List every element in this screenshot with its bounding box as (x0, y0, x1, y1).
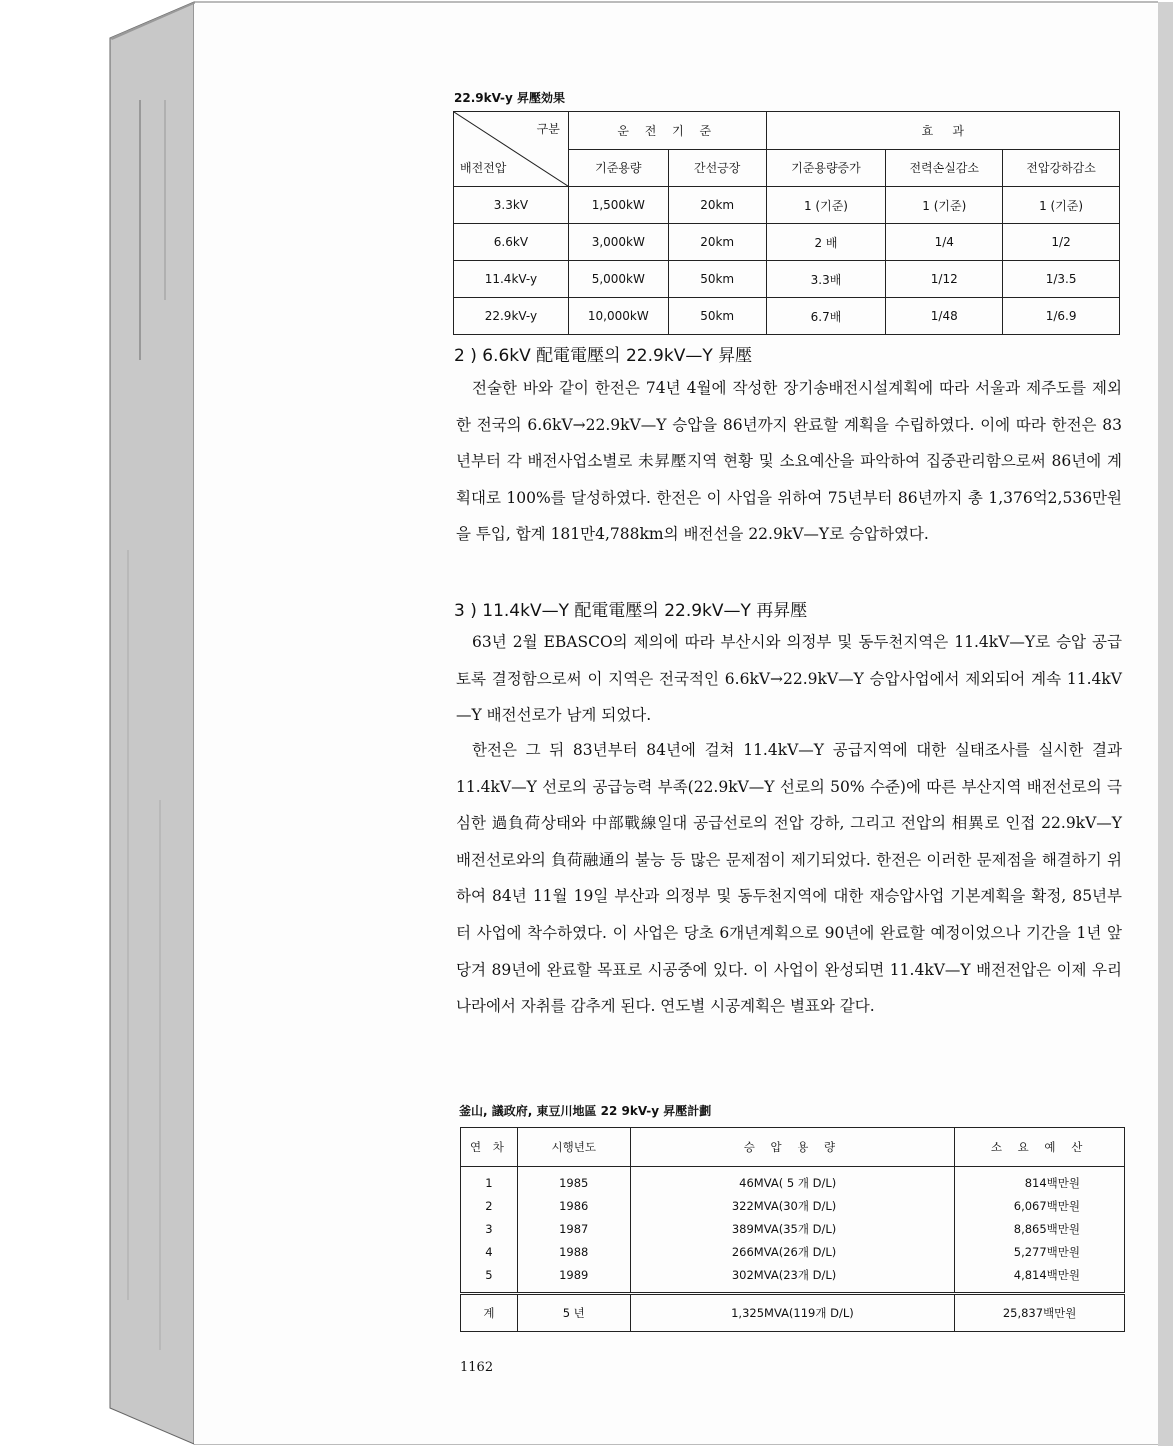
cell: 1 (461, 1167, 518, 1195)
table-row (454, 261, 1120, 298)
col-header: 연 차 (461, 1128, 518, 1167)
col-header: 기준용량증가 (766, 149, 886, 187)
section3-paragraph-2: 한전은 그 뒤 83년부터 84년에 걸쳐 11.4kV—Y 공급지역에 대한 실태조사를 실시한 결과 11.4kV—Y 선로의 공급능력 부족(22.9kV—Y 선로의 50% 수준)에 따른 부산지역 배전선로의 극심한 過負荷상태와 中部戰線일대 공급선로의 전압 강하, 그리고 전압의 相異로 인접 22.9kV—Y 배전선로와의 負荷融通의 불능 등 많은 문제점이 제기되었다. 한전은 이러한 문제점을 해결하기 위하여 84년 11월 19일 부산과 의정부 및 동두천지역에 대한 재승압사업 기본계획을 확정, 85년부터 사업에 착수하였다. 이 사업은 당초 6개년계획으로 90년에 완료할 예정이었으나 기간을 1년 앞당겨 89년에 완료할 목표로 시공중에 있다. 이 사업이 완성되면 11.4kV—Y 배전전압은 이제 우리나라에서 자취를 감추게 된다. 연도별 시공계획은 별표와 같다. (456, 741, 1122, 1016)
section3-heading: 3 ) 11.4kV—Y 配電電壓의 22.9kV—Y 再昇壓 (454, 601, 808, 621)
group-header-effect: 효 과 (766, 112, 1119, 150)
cell: 1/2 (1003, 224, 1120, 261)
section2-heading: 2 ) 6.6kV 配電電壓의 22.9kV—Y 昇壓 (454, 346, 753, 366)
cell: 10,000kW (568, 298, 668, 335)
table-row (461, 1167, 1125, 1195)
corner-top-label: 구분 (536, 122, 560, 136)
corner-bottom-label: 배전전압 (460, 161, 507, 175)
voltage-effect-table (453, 111, 1120, 335)
col-header: 소 요 예 산 (955, 1128, 1125, 1167)
cell: 6,067백만원 (955, 1194, 1125, 1217)
cell: 1985 (517, 1167, 630, 1195)
cell: 389MVA(35개 D/L) (630, 1217, 955, 1240)
page-number: 1162 (460, 1360, 494, 1375)
cell: 8,865백만원 (955, 1217, 1125, 1240)
table1-title: 22.9kV-y 昇壓効果 (454, 91, 565, 105)
cell: 1/12 (886, 261, 1003, 298)
table-row (461, 1240, 1125, 1263)
cell: 11.4kV-y (454, 261, 569, 298)
section3-paragraph-1: 63년 2월 EBASCO의 제의에 따라 부산시와 의정부 및 동두천지역은 11.4kV—Y로 승압 공급토록 결정함으로써 이 지역은 전국적인 6.6kV→22.9kV—Y 승압사업에서 제외되어 계속 11.4kV—Y 배전선로가 남게 되었다. (456, 633, 1122, 725)
cell: 1/6.9 (1003, 298, 1120, 335)
table2-title: 釜山, 議政府, 東豆川地區 22 9kV-y 昇壓計劃 (459, 1104, 712, 1118)
cell: 4 (461, 1240, 518, 1263)
cell: 3.3배 (766, 261, 886, 298)
cell: 302MVA(23개 D/L) (630, 1263, 955, 1294)
col-header: 간선긍장 (668, 149, 766, 187)
cell: 1/48 (886, 298, 1003, 335)
cell: 1,325MVA(119개 D/L) (630, 1294, 955, 1332)
cell: 322MVA(30개 D/L) (630, 1194, 955, 1217)
cell: 2 (461, 1194, 518, 1217)
corner-header-cell (454, 112, 569, 187)
upgrade-plan-table (460, 1127, 1125, 1332)
cell: 4,814백만원 (955, 1263, 1125, 1294)
table-row (454, 187, 1120, 224)
cell: 3,000kW (568, 224, 668, 261)
col-header: 시행년도 (517, 1128, 630, 1167)
col-header: 기준용량 (568, 149, 668, 187)
cell: 계 (461, 1294, 518, 1332)
cell: 1,500kW (568, 187, 668, 224)
cell: 6.7배 (766, 298, 886, 335)
cell: 46MVA( 5 개 D/L) (630, 1167, 955, 1195)
cell: 1/3.5 (1003, 261, 1120, 298)
cell: 1986 (517, 1194, 630, 1217)
cell: 20km (668, 187, 766, 224)
cell: 1989 (517, 1263, 630, 1294)
cell: 22.9kV-y (454, 298, 569, 335)
cell: 5 (461, 1263, 518, 1294)
section2-paragraph: 전술한 바와 같이 한전은 74년 4월에 작성한 장기송배전시설계획에 따라 서울과 제주도를 제외한 전국의 6.6kV→22.9kV—Y 승압을 86년까지 완료할 계획을 수립하였다. 이에 따라 한전은 83년부터 각 배전사업소별로 未昇壓지역 현황 및 소요예산을 파악하여 집중관리함으로써 86년에 계획대로 100%를 달성하였다. 한전은 이 사업을 위하여 75년부터 86년까지 총 1,376억2,536만원을 투입, 합계 181만4,788km의 배전선을 22.9kV—Y로 승압하였다. (456, 379, 1122, 544)
cell: 50km (668, 261, 766, 298)
cell: 1/4 (886, 224, 1003, 261)
cell: 5 년 (517, 1294, 630, 1332)
cell: 266MVA(26개 D/L) (630, 1240, 955, 1263)
table-row (461, 1263, 1125, 1294)
cell: 1 (기준) (766, 187, 886, 224)
cell: 2 배 (766, 224, 886, 261)
table-row (454, 298, 1120, 335)
table-row (454, 224, 1120, 261)
cell: 1 (기준) (1003, 187, 1120, 224)
right-shadow (1158, 2, 1173, 1446)
table-header-row (461, 1128, 1125, 1167)
table-row (461, 1194, 1125, 1217)
cell: 50km (668, 298, 766, 335)
cell: 3.3kV (454, 187, 569, 224)
table-row (461, 1217, 1125, 1240)
cell: 1 (기준) (886, 187, 1003, 224)
cell: 5,277백만원 (955, 1240, 1125, 1263)
col-header: 승 압 용 량 (630, 1128, 955, 1167)
col-header: 전압강하감소 (1003, 149, 1120, 187)
col-header: 전력손실감소 (886, 149, 1003, 187)
book-spine-side (110, 2, 194, 1444)
cell: 6.6kV (454, 224, 569, 261)
cell: 5,000kW (568, 261, 668, 298)
cell: 3 (461, 1217, 518, 1240)
cell: 25,837백만원 (955, 1294, 1125, 1332)
cell: 1987 (517, 1217, 630, 1240)
cell: 814백만원 (955, 1167, 1125, 1195)
table-total-row (461, 1294, 1125, 1332)
cell: 20km (668, 224, 766, 261)
group-header-operation: 운 전 기 준 (568, 112, 766, 150)
cell: 1988 (517, 1240, 630, 1263)
